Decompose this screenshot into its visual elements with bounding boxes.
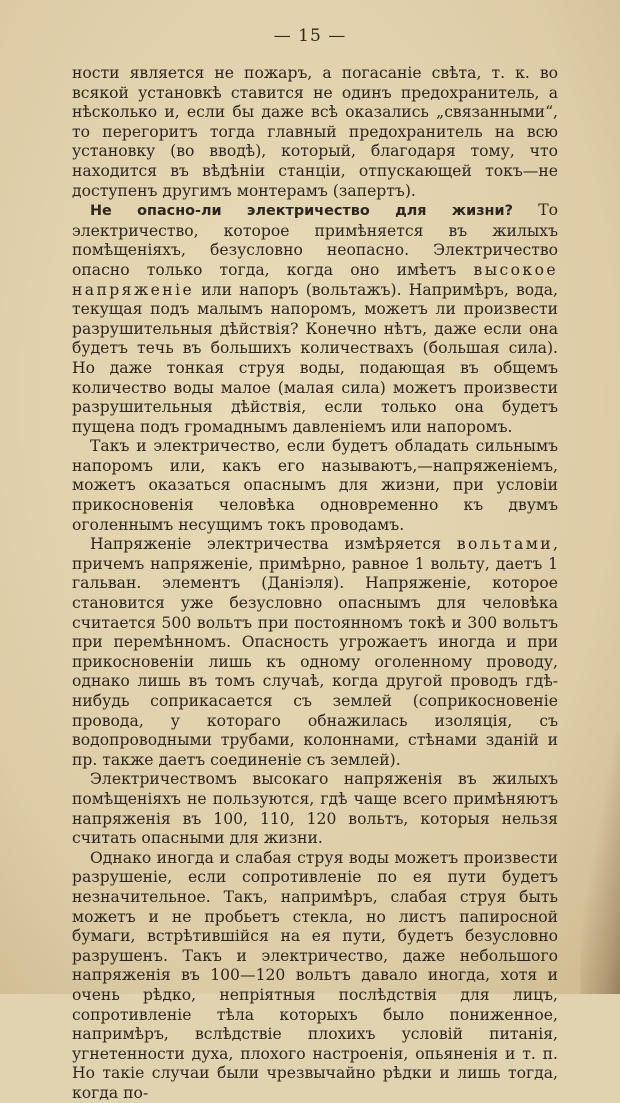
text-run: , причемъ напряженіе, примѣрно, равное 1 вольту, даетъ 1 гальван. элементъ (Даніэля). Напряженіе, которое становится уже безусловно опаснымъ для человѣка считается 500 вольтъ при постоянномъ токѣ и 300 вольтъ при перемѣнномъ. Опасность угрожаетъ иногда и при прикосновеніи лишь къ одному оголенному проводу, однако лишь въ томъ случаѣ, когда другой проводъ гдѣ-нибудь соприкасается съ землей (соприкосновеніе провода, у котораго обнажилась изоляція, съ водопроводными трубами, колоннами, стѣнами зданій и пр. также даетъ соединеніе съ землей).: [72, 535, 558, 769]
text-run: То электричество, которое примѣняется въ жилыхъ помѣщеніяхъ, безусловно неопасно. Электричество опасно только тогда, когда оно имѣетъ: [72, 201, 558, 279]
spaced-emphasis: вольтами: [456, 535, 554, 554]
text-run: Электричествомъ высокаго напряженія въ жилыхъ помѣщеніяхъ не пользуются, гдѣ чаще всего примѣняютъ напряженія въ 100, 110, 120 вольтъ, которыя нельзя считать опасными для жизни.: [72, 770, 558, 848]
paragraph: [72, 437, 558, 535]
text-run: ности является не пожаръ, а погасаніе свѣта, т. к. во всякой установкѣ ставится не одинъ предохранитель, а нѣсколько и, если бы даже всѣ оказались „связанными“, то перегоритъ тогда главный предохранитель на всю установку (во вводѣ), который, благодаря тому, что находится въ вѣдѣніи станціи, отпускающей токъ—не доступенъ другимъ монтерамъ (запертъ).: [72, 64, 558, 200]
body-text: [72, 64, 558, 1103]
paragraph: [72, 64, 558, 201]
paragraph: [72, 535, 558, 770]
paragraph: [72, 201, 558, 437]
section-question: Не опасно-ли электричество для жизни?: [90, 203, 513, 220]
page-curl-shadow: [580, 734, 620, 994]
text-run: Напряженіе электричества измѣряется: [90, 535, 457, 554]
paragraph: [72, 770, 558, 848]
text-run: или напоръ (вольтажъ). Напримѣръ, вода, текущая подъ малымъ напоромъ, можетъ ли произвести разрушительныя дѣйствія? Конечно нѣтъ, даже если она будетъ течь въ большихъ количествахъ (большая сила). Но даже тонкая струя воды, подающая въ общемъ количество воды малое (малая сила) можетъ произвести разрушительныя дѣйствія, если только она будетъ пущена подъ громаднымъ давленіемъ или напоромъ.: [72, 280, 558, 436]
paragraph: [72, 849, 558, 1103]
spaced-emphasis: высокое напряженіе: [72, 260, 558, 299]
page-number: — 15 —: [273, 26, 347, 46]
text-run: Однако иногда и слабая струя воды можетъ произвести разрушеніе, если сопротивленіе по ея пути будетъ незначительное. Такъ, напримѣръ, слабая струя быть можетъ и не пробьетъ стекла, но листъ папиросной бумаги, встрѣтившійся на ея пути, будетъ безусловно разрушенъ. Такъ и электричество, даже небольшого напряженія въ 100—120 вольтъ давало иногда, хотя и очень рѣдко, непріятныя послѣдствія для лицъ, сопротивленіе тѣла которыхъ было пониженное, напримѣръ, вслѣдствіе плохихъ условій питанія, угнетенности духа, плохого настроенія, опьяненія и т. п. Но такіе случаи были чрезвычайно рѣдки и лишь тогда, когда по-: [72, 848, 558, 1102]
text-run: Такъ и электричество, если будетъ обладать сильнымъ напоромъ или, какъ его называютъ,—напряженіемъ, можетъ оказаться опаснымъ для жизни, при условіи прикосновенія человѣка одновременно къ двумъ оголеннымъ несущимъ токъ проводамъ.: [72, 437, 558, 534]
